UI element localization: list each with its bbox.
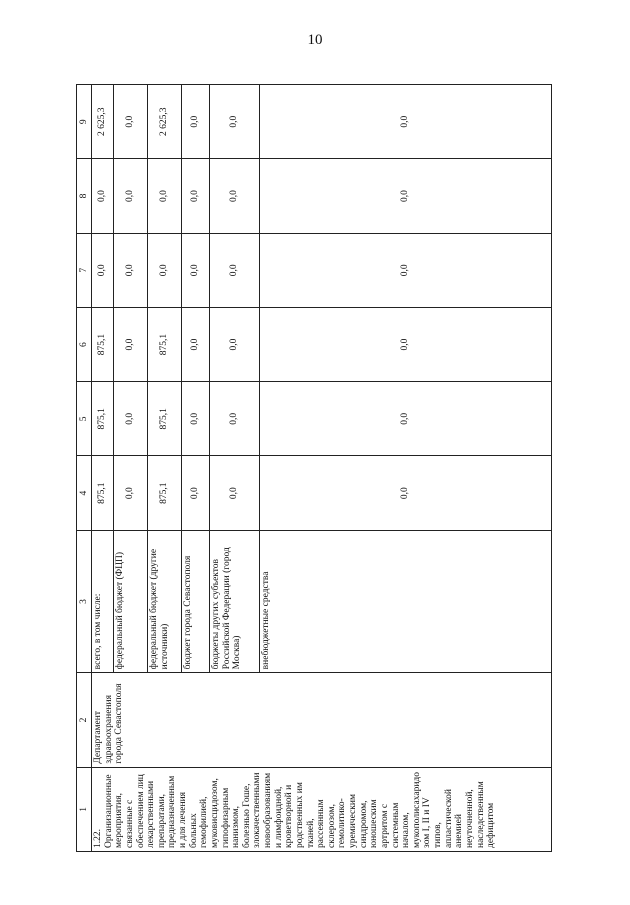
value-cell: 0,0 <box>182 159 210 233</box>
value-cell: 875,1 <box>92 307 114 381</box>
item-number: 1.22. <box>93 829 103 848</box>
source-label: федеральный бюджет (ФЦП) <box>114 530 148 673</box>
source-label: федеральный бюджет (другие источники) <box>148 530 182 673</box>
value-cell: 0,0 <box>148 159 182 233</box>
item-executor: Департамент здравоохранения города Севастополя <box>92 673 552 767</box>
value-cell: 875,1 <box>148 307 182 381</box>
value-cell: 875,1 <box>148 456 182 530</box>
value-cell: 0,0 <box>182 456 210 530</box>
table-row <box>92 85 114 852</box>
value-cell: 0,0 <box>260 382 552 456</box>
header-cell-8: 8 <box>77 159 92 233</box>
value-cell: 0,0 <box>182 85 210 159</box>
value-cell: 0,0 <box>182 382 210 456</box>
value-cell: 0,0 <box>92 159 114 233</box>
header-cell-9: 9 <box>77 85 92 159</box>
value-cell: 0,0 <box>182 307 210 381</box>
value-cell: 875,1 <box>92 456 114 530</box>
value-cell: 0,0 <box>148 233 182 307</box>
value-cell: 0,0 <box>182 233 210 307</box>
value-cell: 0,0 <box>260 233 552 307</box>
item-description: Организационные мероприятия, связанные с обеспечением лиц лекарственными препаратами, предназначенными для лечения больных гемофилией, муковисцидозом, гипофизарным нанизмом, болезнью Гоше, злокачественными новообразованиями лимфоидной, кроветворной и родственных им тканей, рассеянным склерозом, гемолитико-уремическим синдромом, юношеским артритом с системным началом, мукополисахаридозом I, II и IV типов, апластической анемией неуточненной, наследственным дефицитом <box>103 772 497 848</box>
value-cell: 0,0 <box>260 307 552 381</box>
header-cell-6: 6 <box>77 307 92 381</box>
value-cell: 0,0 <box>210 307 260 381</box>
value-cell: 0,0 <box>114 307 148 381</box>
header-cell-1: 1 <box>77 767 92 851</box>
value-cell: 0,0 <box>260 159 552 233</box>
source-label: внебюджетные средства <box>260 530 552 673</box>
value-cell: 0,0 <box>210 85 260 159</box>
value-cell: 875,1 <box>148 382 182 456</box>
page-number: 10 <box>307 32 323 48</box>
rotated-table-frame <box>76 84 552 852</box>
value-cell: 0,0 <box>260 85 552 159</box>
value-cell: 0,0 <box>114 233 148 307</box>
header-cell-3: 3 <box>77 530 92 673</box>
value-cell: 2 625,3 <box>92 85 114 159</box>
header-cell-5: 5 <box>77 382 92 456</box>
header-cell-2: 2 <box>77 673 92 767</box>
value-cell: 0,0 <box>210 159 260 233</box>
rotated-table-wrapper <box>76 84 552 852</box>
budget-table <box>76 84 552 852</box>
value-cell: 0,0 <box>210 233 260 307</box>
value-cell: 0,0 <box>210 382 260 456</box>
source-label: бюджет города Севастополя <box>182 530 210 673</box>
item-description-cell <box>92 767 552 851</box>
header-cell-7: 7 <box>77 233 92 307</box>
value-cell: 875,1 <box>92 382 114 456</box>
source-label: бюджеты других субъектов Российской Федерации (город Москва) <box>210 530 260 673</box>
header-cell-4: 4 <box>77 456 92 530</box>
value-cell: 0,0 <box>114 382 148 456</box>
value-cell: 0,0 <box>114 456 148 530</box>
source-label: всего, в том числе: <box>92 530 114 673</box>
value-cell: 0,0 <box>260 456 552 530</box>
value-cell: 0,0 <box>92 233 114 307</box>
header-row <box>77 85 92 852</box>
value-cell: 0,0 <box>210 456 260 530</box>
value-cell: 0,0 <box>114 159 148 233</box>
value-cell: 2 625,3 <box>148 85 182 159</box>
value-cell: 0,0 <box>114 85 148 159</box>
